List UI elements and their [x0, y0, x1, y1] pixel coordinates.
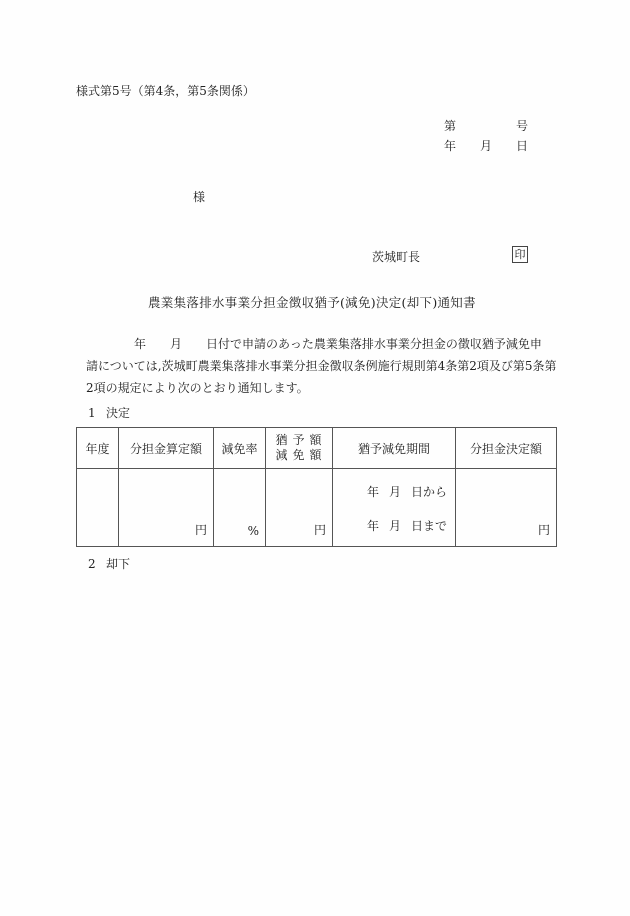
sender-name: 茨城町長 [372, 250, 421, 264]
form-number: 様式第5号（第4条，第5条関係） [76, 84, 255, 98]
body-line-1: 年 月 日付で申請のあった農業集落排水事業分担金の徴収猶予減免申 [86, 337, 542, 351]
header-deferral-line2: 減免額 [275, 448, 327, 462]
section-number: 2 [88, 557, 96, 571]
issue-date-month: 月 [479, 139, 492, 153]
cell-year [77, 469, 119, 547]
seal-stamp-icon: 印 [512, 246, 528, 263]
header-deferral-reduction-amount [266, 428, 333, 469]
decision-table [76, 427, 557, 547]
unit-yen: 円 [194, 523, 207, 537]
issue-date-day: 日 [515, 139, 528, 153]
reference-number-prefix: 第 [444, 119, 457, 133]
header-decided-amount: 分担金決定額 [456, 428, 557, 469]
reference-block [444, 117, 528, 157]
header-assessed-amount: 分担金算定額 [119, 428, 214, 469]
issue-date [444, 137, 528, 157]
body-line-3: 2項の規定により次のとおり通知します。 [86, 381, 309, 395]
period-from-year: 年 [366, 485, 379, 499]
header-reduction-rate: 減免率 [214, 428, 266, 469]
header-period: 猶予減免期間 [333, 428, 456, 469]
period-to [367, 517, 447, 534]
period-to-month: 月 [388, 519, 401, 533]
section-decision-heading [88, 404, 130, 421]
section-number: 1 [88, 406, 96, 420]
period-from-month: 月 [388, 485, 401, 499]
unit-yen: 円 [313, 523, 326, 537]
section-label: 決定 [106, 406, 131, 420]
period-to-day: 日まで [410, 519, 447, 533]
period-from [367, 483, 447, 500]
period-from-day: 日から [410, 485, 447, 499]
table-header-row [77, 428, 557, 469]
body-paragraph [86, 333, 557, 399]
cell-reduction-rate [214, 469, 266, 547]
body-line-2: 請については,茨城町農業集落排水事業分担金徴収条例施行規則第4条第2項及び第5条第 [86, 359, 557, 373]
section-label: 却下 [106, 557, 131, 571]
cell-decided-amount [456, 469, 557, 547]
document-title: 農業集落排水事業分担金徴収猶予(減免)決定(却下)通知書 [148, 295, 476, 310]
reference-number-suffix: 号 [515, 119, 528, 133]
header-year: 年度 [77, 428, 119, 469]
cell-assessed-amount [119, 469, 214, 547]
period-to-year: 年 [366, 519, 379, 533]
unit-yen: 円 [537, 523, 550, 537]
reference-number [444, 117, 528, 137]
cell-period [333, 469, 456, 547]
table-row [77, 469, 557, 547]
header-deferral-line1: 猶予額 [275, 433, 327, 447]
issue-date-year: 年 [444, 139, 457, 153]
cell-deferral-amount [266, 469, 333, 547]
section-rejection-heading [88, 555, 130, 572]
unit-percent: % [247, 524, 259, 538]
addressee-honorific: 様 [193, 190, 206, 204]
